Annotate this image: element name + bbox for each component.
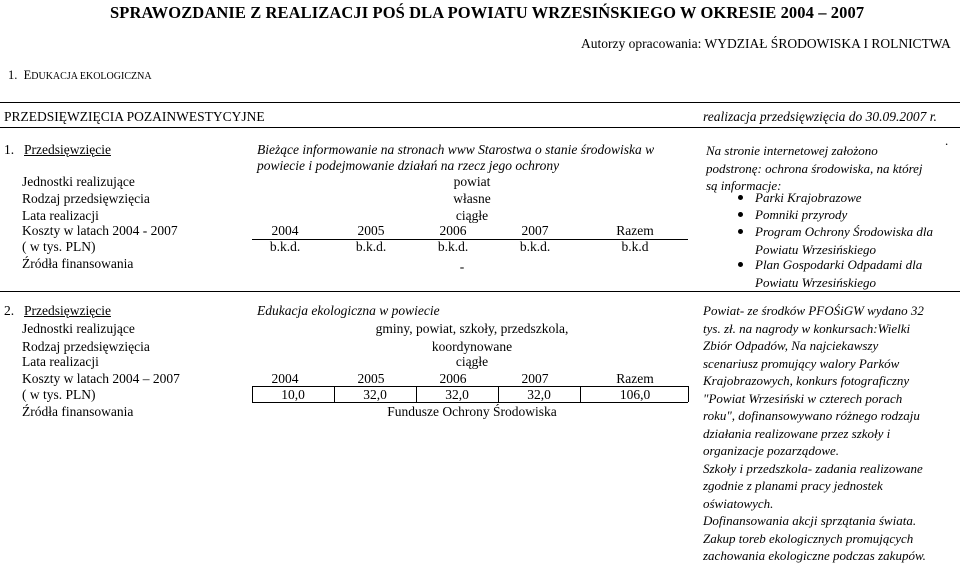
item-1-year-header: 2006 [439,223,467,238]
item-2-label-waluta: ( w tys. PLN) [22,387,96,402]
note-line: zachowania ekologiczne podczas zakupów. [703,548,926,563]
item-2-year-header: 2006 [439,371,467,386]
report-title: SPRAWOZDANIE Z REALIZACJI POŚ DLA POWIATU WRZESIŃSKIEGO W OKRESIE 2004 – 2007 [110,3,865,22]
item-2-year-header: 2005 [357,371,385,386]
item-2-number: 2. [4,303,15,318]
note-line: Zakup toreb ekologicznych promujących [703,530,914,546]
item-2-cost-divider [688,386,689,402]
item-1-year-header: 2007 [521,223,549,238]
item-2-lata: ciągłe [455,354,489,369]
note-line: Plan Gospodarki Odpadami dla [755,257,923,272]
item-2-cost-divider [334,386,335,402]
item-2-year-header: 2004 [271,371,299,386]
note-line: "Powiat Wrzesiński w czterech porach [703,390,903,406]
note-line: podstronę: ochrona środowiska, na której [706,160,923,176]
item-2-cost-divider [580,386,581,402]
report-authors: Autorzy opracowania: WYDZIAŁ ŚRODOWISKA I ROLNICTWA [581,36,951,51]
item-1-note-bullet [755,189,862,207]
item-2-jednostki: gminy, powiat, szkoły, przedszkola, [375,321,569,336]
note-line: Powiatu Wrzesińskiego [755,241,876,257]
item-1-cost-value: b.k.d. [269,239,301,254]
item-2-name: Edukacja ekologiczna w powiecie [257,303,440,318]
item-divider [0,291,960,292]
part-title: PRZEDSIĘWZIĘCIA POZAINWESTYCYJNE [4,109,265,124]
item-2-year-header: Razem [616,371,654,386]
item-1-cost-value: b.k.d. [519,239,551,254]
item-1-label-lata: Lata realizacji [22,208,99,223]
item-2-label-lata: Lata realizacji [22,354,99,369]
note-line: Szkoły i przedszkola- zadania realizowane [703,460,923,476]
item-2-cost-value: 32,0 [527,387,551,402]
note-line: Krajobrazowych, konkurs fotograficzny [703,373,910,388]
note-line: Parki Krajobrazowe [755,190,862,205]
item-1-label-koszty: Koszty w latach 2004 - 2007 [22,223,178,238]
note-line: są informacje: [706,178,782,193]
note-line: działania realizowane przez szkoły i [703,425,891,441]
item-1-label-jednostki: Jednostki realizujące [22,174,135,189]
item-2-cost-divider [498,386,499,402]
stray-dot: . [945,133,949,148]
item-1-note-bullet [755,256,922,291]
section-number: 1. [8,68,18,82]
item-2-cost-value: 106,0 [619,387,651,402]
item-1-label-zrodla: Źródła finansowania [22,256,134,271]
item-1-jednostki: powiat [453,174,491,189]
item-2-label-koszty: Koszty w latach 2004 – 2007 [22,371,180,386]
note-line: tys. zł. na nagrody w konkursach:Wielki [703,320,911,336]
note-line: roku", dofinansowywano różnego rodzaju [703,408,920,423]
note-line: Program Ochrony Środowiska dla [755,224,934,239]
item-1-label-waluta: ( w tys. PLN) [22,239,96,254]
item-1-lata: ciągłe [455,208,489,223]
item-2-cost-value: 10,0 [281,387,305,402]
note-line: Zbiór Odpadów, Na najciekawszy [703,338,879,353]
item-2-zrodla: Fundusze Ochrony Środowiska [387,404,557,419]
item-1-note-intro [706,142,923,195]
item-1-number: 1. [4,142,15,157]
item-1-label-przedsiewziecie: Przedsięwzięcie [24,142,111,157]
item-2-cost-value: 32,0 [445,387,469,402]
item-2-label-przedsiewziecie: Przedsięwzięcie [24,303,111,318]
item-1-year-header: 2004 [271,223,299,238]
item-2-label-jednostki: Jednostki realizujące [22,321,135,336]
note-line: Dofinansowania akcji sprzątania świata. [703,513,917,528]
item-1-rodzaj: własne [453,191,491,206]
item-2-cost-divider [252,386,253,402]
item-1-year-header: 2005 [357,223,385,238]
item-1-cost-value: b.k.d. [437,239,469,254]
item-1-cost-value: b.k.d [621,239,649,254]
realization-date: realizacja przedsięwzięcia do 30.09.2007 r. [703,109,937,124]
item-2-cost-value: 32,0 [363,387,387,402]
item-2-note [703,302,926,565]
item-2-label-zrodla: Źródła finansowania [22,404,134,419]
section-heading [8,69,152,82]
item-1-cost-value: b.k.d. [355,239,387,254]
note-line: scenariusz promujący walory Parków [703,355,900,371]
item-2-year-header: 2007 [521,371,549,386]
item-1-label-rodzaj: Rodzaj przedsięwzięcia [22,191,150,206]
item-1-zrodla: - [459,259,465,274]
top-rule [0,102,960,103]
note-line: oświatowych. [703,495,774,511]
item-1-name-line2: powiecie i podejmowanie działań na rzecz jego ochrony [257,158,560,173]
note-line: zgodnie z planami pracy jednostek [703,478,883,493]
item-2-rodzaj: koordynowane [431,339,513,354]
note-line: organizacje pozarządowe. [703,443,840,458]
item-1-name-line1: Bieżące informowanie na stronach www Starostwa o stanie środowiska w [257,142,655,157]
section-first-letter: E [23,68,32,82]
item-1-note-bullet [755,223,933,258]
item-2-cost-divider [416,386,417,402]
item-1-note-bullet [755,206,847,224]
note-line: Powiatu Wrzesińskiego [755,274,876,290]
note-line: Na stronie internetowej założono [706,143,878,158]
section-rest: DUKACJA EKOLOGICZNA [31,71,152,82]
note-line: Pomniki przyrody [755,207,848,222]
item-2-label-rodzaj: Rodzaj przedsięwzięcia [22,339,150,354]
item-1-year-header: Razem [616,223,654,238]
note-line: Powiat- ze środków PFOŚiGW wydano 32 [703,303,924,318]
part-rule [0,127,960,128]
item-2-cost-rule [252,402,688,403]
